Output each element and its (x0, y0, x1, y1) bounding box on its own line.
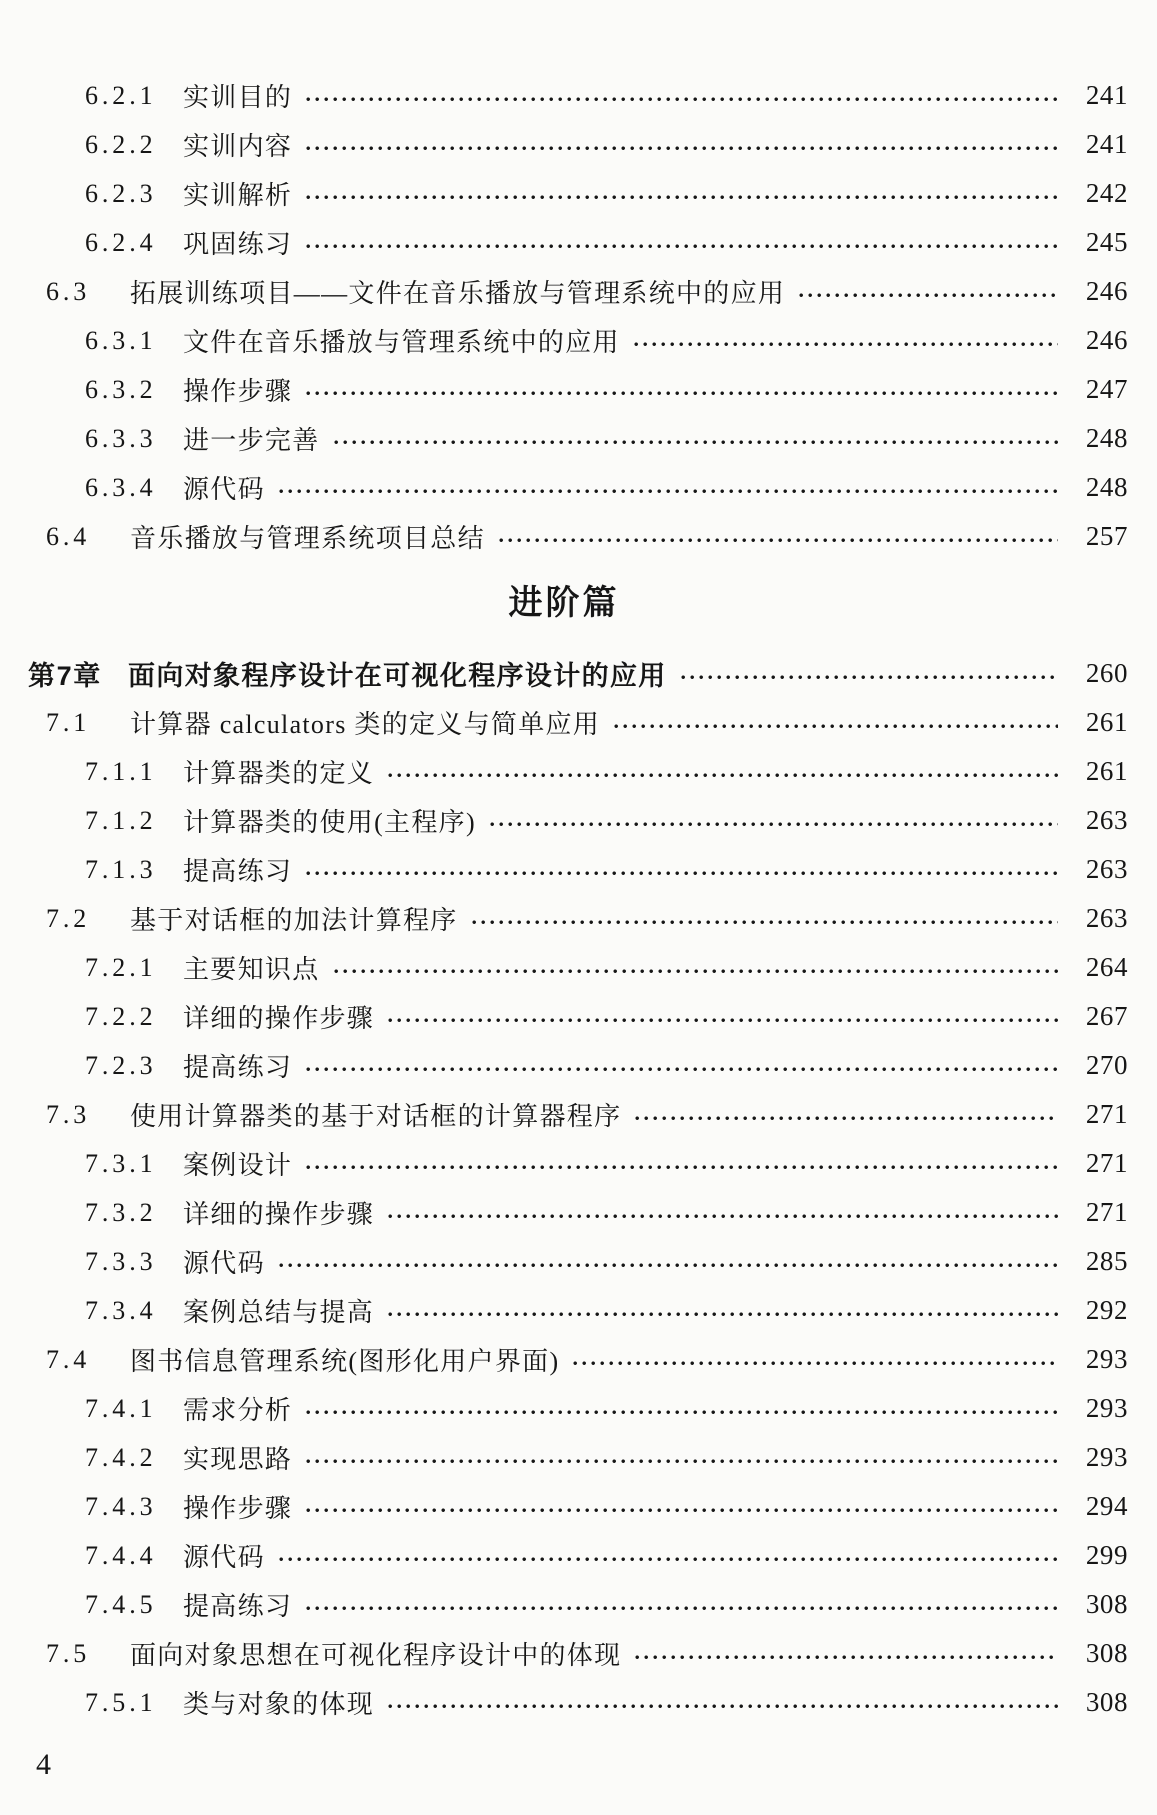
toc-entry-title: 源代码 (183, 475, 265, 504)
toc-entry-title: 计算器类的使用(主程序) (183, 808, 476, 837)
dot-leader (279, 1557, 1058, 1562)
dot-leader (388, 1704, 1058, 1709)
dot-leader (388, 773, 1058, 778)
toc-entry-number: 6.2.2 (85, 129, 157, 159)
toc-entry-number: 6.2.3 (85, 178, 157, 208)
toc-entry-page: 245 (1085, 227, 1128, 257)
toc-entry-title: 拓展训练项目——文件在音乐播放与管理系统中的应用 (130, 279, 786, 308)
toc-entry-page: 261 (1085, 707, 1128, 737)
dot-leader (799, 293, 1058, 298)
dot-leader (306, 195, 1058, 200)
toc-entry-page: 308 (1085, 1638, 1128, 1668)
toc-entry-page: 308 (1085, 1589, 1128, 1619)
toc-entry-number: 6.3.4 (85, 472, 157, 502)
toc-entry (0, 71, 1128, 120)
toc-entry-title: 实训内容 (183, 132, 293, 161)
toc-entry-page: 263 (1085, 903, 1128, 933)
toc-entry-page: 248 (1085, 472, 1128, 502)
dot-leader (306, 1165, 1058, 1170)
toc-entry (0, 1237, 1128, 1286)
toc-entry (0, 1090, 1128, 1139)
toc-entry-title: 源代码 (183, 1249, 265, 1278)
toc-entry-number: 6.2.1 (85, 80, 157, 110)
toc-entry (0, 1188, 1128, 1237)
toc-entry-number: 7.4 (46, 1344, 91, 1374)
toc-entry (0, 512, 1128, 561)
toc-entry-title: 案例总结与提高 (183, 1298, 375, 1327)
toc-entry-page: 242 (1085, 178, 1128, 208)
toc-entry-number: 7.1 (46, 707, 91, 737)
dot-leader (306, 244, 1058, 249)
toc-entry-page: 292 (1085, 1295, 1128, 1325)
toc-entry-page: 285 (1085, 1246, 1128, 1276)
dot-leader (388, 1214, 1058, 1219)
toc-entry-title: 巩固练习 (183, 230, 293, 259)
toc-entry-title: 文件在音乐播放与管理系统中的应用 (183, 328, 620, 357)
dot-leader (279, 489, 1058, 494)
dot-leader (635, 1655, 1058, 1660)
dot-leader (614, 724, 1058, 729)
toc-entry-number: 6.2.4 (85, 227, 157, 257)
toc-entry (0, 1629, 1128, 1678)
toc-entry-page: 293 (1085, 1442, 1128, 1472)
toc-entry-number: 7.1.3 (85, 854, 157, 884)
toc-entry (0, 1531, 1128, 1580)
toc-entry-number: 7.1.1 (85, 756, 157, 786)
toc-entry-title: 源代码 (183, 1543, 265, 1572)
dot-leader (573, 1361, 1058, 1366)
toc-entry (0, 1580, 1128, 1629)
dot-leader (306, 391, 1058, 396)
toc-entry-page: 260 (1085, 658, 1128, 688)
toc-entry-page: 308 (1085, 1687, 1128, 1717)
toc-entry (0, 365, 1128, 414)
part-heading: 进阶篇 (508, 583, 620, 622)
toc-entry-number: 7.3.2 (85, 1197, 157, 1227)
toc-entry-page: 241 (1085, 80, 1128, 110)
toc-entry-title: 图书信息管理系统(图形化用户界面) (130, 1347, 560, 1376)
toc-entry-page: 263 (1085, 805, 1128, 835)
toc-entry (0, 1286, 1128, 1335)
toc-entry-title: 案例设计 (183, 1151, 293, 1180)
toc-entry-title: 提高练习 (183, 1053, 293, 1082)
toc-entry (0, 414, 1128, 463)
toc-entry (0, 1678, 1128, 1727)
dot-leader (279, 1263, 1058, 1268)
toc-entry-page: 264 (1085, 952, 1128, 982)
toc-entry (0, 796, 1128, 845)
toc-entry-title: 操作步骤 (183, 377, 293, 406)
toc-entry (0, 1139, 1128, 1188)
toc-entry-page: 257 (1085, 521, 1128, 551)
dot-leader (388, 1312, 1058, 1317)
dot-leader (306, 1410, 1058, 1415)
toc-entry-title: 使用计算器类的基于对话框的计算器程序 (130, 1102, 622, 1131)
toc-entry-number: 7.3 (46, 1099, 91, 1129)
dot-leader (306, 1508, 1058, 1513)
toc-entry-page: 271 (1085, 1099, 1128, 1129)
dot-leader (634, 342, 1058, 347)
toc-entry-page: 246 (1085, 276, 1128, 306)
toc-entry-title: 操作步骤 (183, 1494, 293, 1523)
dot-leader (635, 1116, 1058, 1121)
toc-entry (0, 698, 1128, 747)
toc-entry-title: 详细的操作步骤 (183, 1200, 375, 1229)
toc-entry (0, 120, 1128, 169)
toc-entry-title: 面向对象程序设计在可视化程序设计的应用 (128, 661, 667, 691)
toc-entry-page: 270 (1085, 1050, 1128, 1080)
toc-entry-number: 7.1.2 (85, 805, 157, 835)
toc-entry-page: 267 (1085, 1001, 1128, 1031)
toc-entry-title: 计算器类的定义 (183, 759, 375, 788)
toc-entry-title: 提高练习 (183, 1592, 293, 1621)
dot-leader (306, 146, 1058, 151)
toc-entry-title: 实训解析 (183, 181, 293, 210)
toc-entry-page: 246 (1085, 325, 1128, 355)
toc-entry-number: 7.4.2 (85, 1442, 157, 1472)
toc-entry-page: 293 (1085, 1393, 1128, 1423)
toc-entry (0, 218, 1128, 267)
dot-leader (306, 1606, 1058, 1611)
toc-entry-page: 271 (1085, 1197, 1128, 1227)
toc-entry-number: 7.5.1 (85, 1687, 157, 1717)
toc-entry-title: 计算器 calculators 类的定义与简单应用 (130, 710, 601, 739)
toc-entry (0, 1482, 1128, 1531)
toc-entry (0, 316, 1128, 365)
dot-leader (490, 822, 1058, 827)
toc-entry-title: 详细的操作步骤 (183, 1004, 375, 1033)
toc-entry (0, 463, 1128, 512)
toc-entry (0, 649, 1128, 698)
dot-leader (472, 920, 1058, 925)
toc-entry-number: 7.2 (46, 903, 91, 933)
toc-entry-page: 294 (1085, 1491, 1128, 1521)
toc-entry (0, 1433, 1128, 1482)
toc-entry-number: 7.2.2 (85, 1001, 157, 1031)
toc-entry-number: 6.3.2 (85, 374, 157, 404)
toc-entry-title: 提高练习 (183, 857, 293, 886)
toc-entry-page: 247 (1085, 374, 1128, 404)
toc-entry-number: 6.3.1 (85, 325, 157, 355)
dot-leader (499, 538, 1058, 543)
toc-entry-number: 7.4.1 (85, 1393, 157, 1423)
toc-entry-page: 241 (1085, 129, 1128, 159)
toc-entry-page: 299 (1085, 1540, 1128, 1570)
toc-entry-title: 基于对话框的加法计算程序 (130, 906, 458, 935)
toc-entry-title: 音乐播放与管理系统项目总结 (130, 524, 485, 553)
toc-entry (0, 1384, 1128, 1433)
toc-entry (0, 943, 1128, 992)
toc-entry-number: 7.3.3 (85, 1246, 157, 1276)
toc-entry-title: 进一步完善 (183, 426, 320, 455)
toc-entry-number: 6.3 (46, 276, 91, 306)
toc-entry (0, 1041, 1128, 1090)
toc-entry (0, 747, 1128, 796)
toc-entry-title: 面向对象思想在可视化程序设计中的体现 (130, 1641, 622, 1670)
dot-leader (681, 675, 1058, 680)
page-footer-number: 4 (36, 1748, 51, 1781)
toc-entry (0, 169, 1128, 218)
toc-entry (0, 845, 1128, 894)
toc-entry-title: 实现思路 (183, 1445, 293, 1474)
toc-entry-number: 7.3.4 (85, 1295, 157, 1325)
toc-entry-page: 261 (1085, 756, 1128, 786)
toc-entry-page: 271 (1085, 1148, 1128, 1178)
toc-entry (0, 894, 1128, 943)
toc-entry-number: 7.4.3 (85, 1491, 157, 1521)
toc-entry-title: 类与对象的体现 (183, 1690, 375, 1719)
dot-leader (388, 1018, 1058, 1023)
toc-entry-title: 需求分析 (183, 1396, 293, 1425)
dot-leader (334, 440, 1058, 445)
toc-entry-number: 7.4.4 (85, 1540, 157, 1570)
toc-entry-number: 7.3.1 (85, 1148, 157, 1178)
toc-entry-page: 248 (1085, 423, 1128, 453)
dot-leader (306, 1067, 1058, 1072)
toc-entry-number: 7.5 (46, 1638, 91, 1668)
toc-entry-number: 7.4.5 (85, 1589, 157, 1619)
dot-leader (306, 97, 1058, 102)
toc-entry-title: 实训目的 (183, 83, 293, 112)
toc-entry-page: 293 (1085, 1344, 1128, 1374)
toc-entry-page: 263 (1085, 854, 1128, 884)
toc-entry-number: 7.2.3 (85, 1050, 157, 1080)
toc-entry-number: 第7章 (28, 661, 102, 691)
toc-entry-title: 主要知识点 (183, 955, 320, 984)
dot-leader (306, 871, 1058, 876)
toc-entry-number: 7.2.1 (85, 952, 157, 982)
dot-leader (306, 1459, 1058, 1464)
toc-entry (0, 1335, 1128, 1384)
toc-entry-number: 6.3.3 (85, 423, 157, 453)
toc-entry (0, 267, 1128, 316)
toc-entry-number: 6.4 (46, 521, 91, 551)
toc-entry (0, 992, 1128, 1041)
dot-leader (334, 969, 1058, 974)
